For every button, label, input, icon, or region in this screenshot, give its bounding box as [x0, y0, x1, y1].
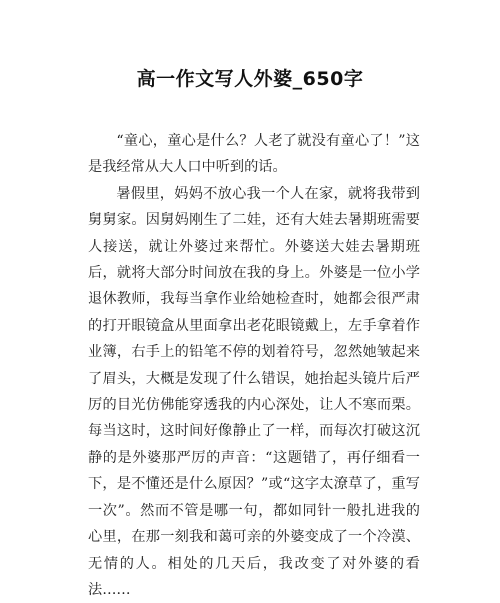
- paragraph-2: 暑假里，妈妈不放心我一个人在家，就将我带到舅舅家。因舅妈刚生了二娃，还有大娃去暑期班需要人接送，就让外婆过来帮忙。外婆送大娃去暑期班后，就将大部分时间放在我的身上。外婆是一位小学退休教师，我每当拿作业给她检查时，她都会很严肃的打开眼镜盒从里面拿出老花眼镜戴上，左手拿着作业簿，右手上的铅笔不停的划着符号，忽然她皱起来了眉头，大概是发现了什么错误，她抬起头镜片后严厉的目光仿佛能穿透我的内心深处，让人不寒而栗。每当这时，这时间好像静止了一样，而每次打破这沉静的是外婆那严厉的声音：“这题错了，再仔细看一下，是不懂还是什么原因？”或“这字太潦草了，重写一次”。然而不管是哪一句，都如同针一般扎进我的心里，在那一刻我和蔼可亲的外婆变成了一个冷漠、无情的人。相处的几天后，我改变了对外婆的看法……: [88, 185, 420, 598]
- article-body: [88, 128, 420, 603]
- page-title: 高一作文写人外婆_650字: [136, 68, 364, 90]
- paragraph-1: “童心，童心是什么？人老了就没有童心了！”这是我经常从大人口中听到的话。: [88, 133, 420, 176]
